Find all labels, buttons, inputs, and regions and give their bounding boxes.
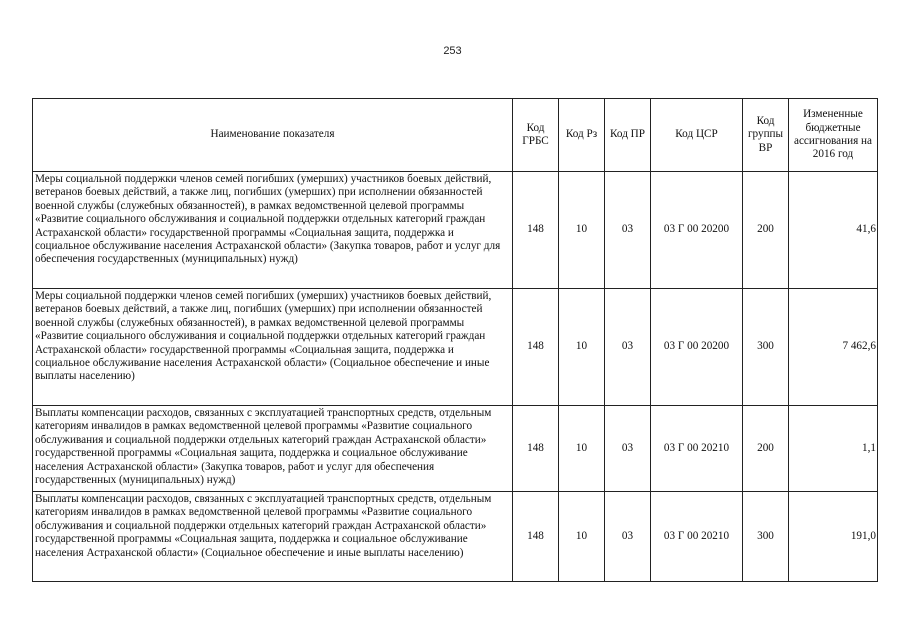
budget-table — [32, 98, 878, 582]
row-grbs: 148 — [513, 289, 559, 406]
header-amount: Измененные бюджетные ассигнования на 2016 год — [789, 99, 878, 172]
row-vr: 300 — [743, 289, 789, 406]
table-header-row — [33, 99, 878, 172]
row-pr: 03 — [605, 289, 651, 406]
row-grbs: 148 — [513, 406, 559, 492]
row-name: Меры социальной поддержки членов семей погибших (умерших) участников боевых действий, ветеранов боевых действий, а также лиц, погибших (умерших) при исполнении обязанностей военной службы (служебных обязанностей), в рамках ведомственной целевой программы «Развитие социального обслуживания и социальной поддержки отдельных категорий граждан Астраханской области» государственной программы «Социальная защита, поддержка и социальное обслуживание населения Астраханской области» (Социальное обеспечение и иные выплаты населению) — [33, 289, 513, 406]
table-row — [33, 406, 878, 492]
row-csr: 03 Г 00 20210 — [651, 492, 743, 582]
row-grbs: 148 — [513, 172, 559, 289]
row-name: Меры социальной поддержки членов семей погибших (умерших) участников боевых действий, ветеранов боевых действий, а также лиц, погибших (умерших) при исполнении обязанностей военной службы (служебных обязанностей), в рамках ведомственной целевой программы «Развитие социального обслуживания и социальной поддержки отдельных категорий граждан Астраханской области» государственной программы «Социальная защита, поддержка и социальное обслуживание населения Астраханской области» (Закупка товаров, работ и услуг для обеспечения государственных (муниципальных) нужд) — [33, 172, 513, 289]
header-name: Наименование показателя — [33, 99, 513, 172]
header-pr: Код ПР — [605, 99, 651, 172]
header-grbs: Код ГРБС — [513, 99, 559, 172]
row-vr: 300 — [743, 492, 789, 582]
row-csr: 03 Г 00 20200 — [651, 172, 743, 289]
row-vr: 200 — [743, 406, 789, 492]
row-amount: 191,0 — [789, 492, 878, 582]
row-rz: 10 — [559, 406, 605, 492]
table-row — [33, 172, 878, 289]
row-amount: 41,6 — [789, 172, 878, 289]
header-rz: Код Рз — [559, 99, 605, 172]
row-amount: 7 462,6 — [789, 289, 878, 406]
row-name: Выплаты компенсации расходов, связанных с эксплуатацией транспортных средств, отдельным категориям инвалидов в рамках ведомственной целевой программы «Развитие социального обслуживания и социальной поддержки отдельных категорий граждан Астраханской области» государственной программы «Социальная защита, поддержка и социальное обслуживание населения Астраханской области» (Социальное обеспечение и иные выплаты населению) — [33, 492, 513, 582]
row-csr: 03 Г 00 20210 — [651, 406, 743, 492]
row-rz: 10 — [559, 289, 605, 406]
row-rz: 10 — [559, 492, 605, 582]
header-vr: Код группы ВР — [743, 99, 789, 172]
page-number: 253 — [443, 45, 462, 57]
table-row — [33, 492, 878, 582]
row-pr: 03 — [605, 492, 651, 582]
row-pr: 03 — [605, 406, 651, 492]
row-vr: 200 — [743, 172, 789, 289]
row-rz: 10 — [559, 172, 605, 289]
row-pr: 03 — [605, 172, 651, 289]
row-csr: 03 Г 00 20200 — [651, 289, 743, 406]
row-amount: 1,1 — [789, 406, 878, 492]
header-csr: Код ЦСР — [651, 99, 743, 172]
row-name: Выплаты компенсации расходов, связанных с эксплуатацией транспортных средств, отдельным категориям инвалидов в рамках ведомственной целевой программы «Развитие социального обслуживания и социальной поддержки отдельных категорий граждан Астраханской области» государственной программы «Социальная защита, поддержка и социальное обслуживание населения Астраханской области» (Закупка товаров, работ и услуг для обеспечения государственных (муниципальных) нужд) — [33, 406, 513, 492]
row-grbs: 148 — [513, 492, 559, 582]
table-row — [33, 289, 878, 406]
